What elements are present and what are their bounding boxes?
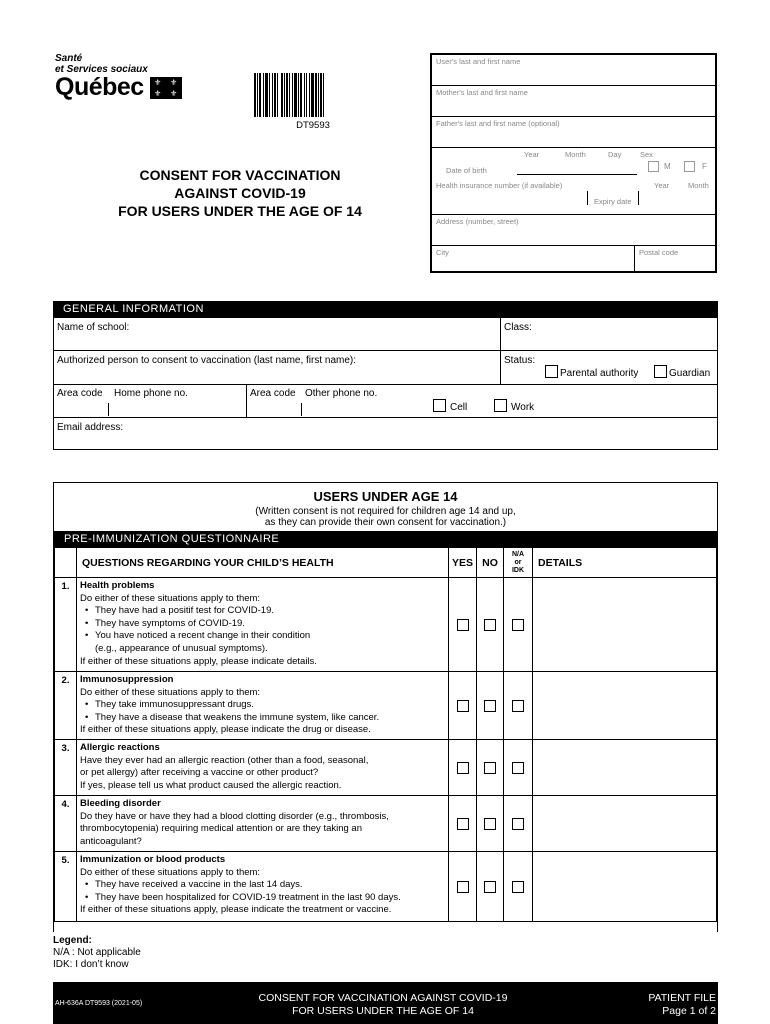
yes-checkbox[interactable]	[457, 881, 469, 893]
other-phone-label: Other phone no.	[305, 388, 378, 399]
question-bullet: • They take immunosuppressant drugs.	[80, 699, 445, 712]
users-heading: USERS UNDER AGE 14	[313, 489, 458, 504]
yes-checkbox[interactable]	[457, 818, 469, 830]
no-cell	[477, 578, 504, 672]
users-section	[53, 482, 718, 932]
guardian-checkbox[interactable]	[654, 365, 667, 378]
question-bullet: • They have received a vaccine in the last 14 days.	[80, 879, 445, 892]
address-label: Address (number, street)	[436, 217, 519, 226]
na-idk-checkbox[interactable]	[512, 700, 524, 712]
na-idk-checkbox[interactable]	[512, 881, 524, 893]
question-title: Immunosuppression	[80, 674, 174, 685]
yes-header: YES	[449, 548, 477, 578]
question-line: If yes, please tell us what product caused the allergic reaction.	[80, 779, 342, 791]
question-tail: If either of these situations apply, please indicate details.	[80, 655, 317, 667]
address-field[interactable]	[432, 215, 715, 246]
user-name-label: User's last and first name	[436, 57, 521, 66]
no-cell	[477, 796, 504, 852]
work-label: Work	[511, 402, 535, 413]
users-note-line2: as they can provide their own consent for vaccination.)	[264, 517, 507, 528]
logo-line2: et Services sociaux	[55, 64, 148, 75]
other-phone-divider	[301, 403, 302, 416]
home-phone-label: Home phone no.	[114, 388, 188, 399]
question-number: 1.	[55, 578, 77, 672]
questionnaire-header: PRE-IMMUNIZATION QUESTIONNAIRE	[54, 531, 717, 547]
table-row	[55, 578, 717, 672]
health-insurance-divider	[587, 191, 588, 205]
sex-female-checkbox[interactable]	[684, 161, 695, 172]
dob-sex-row	[432, 148, 715, 183]
question-bullet: • You have noticed a recent change in their condition	[80, 630, 445, 643]
health-insurance-label: Health insurance number (if available)	[436, 181, 563, 190]
yes-cell	[449, 578, 477, 672]
dob-label: Date of birth	[446, 166, 487, 175]
status-field	[500, 350, 718, 385]
father-name-label: Father's last and first name (optional)	[436, 119, 560, 128]
yes-cell	[449, 740, 477, 796]
question-bullet: • They have had a positif test for COVID-19.	[80, 605, 445, 618]
question-title: Immunization or blood products	[80, 854, 226, 865]
no-checkbox[interactable]	[484, 619, 496, 631]
na-header-line2: or	[514, 558, 522, 566]
question-text	[77, 740, 449, 796]
question-text	[77, 796, 449, 852]
no-cell	[477, 852, 504, 922]
footer-right	[648, 992, 716, 1018]
question-line: thrombocytopenia) requiring medical attention or are they taking an	[80, 823, 362, 835]
cell-label: Cell	[450, 402, 468, 413]
title-line3: FOR USERS UNDER THE AGE OF 14	[118, 203, 362, 219]
fleur-de-lis-flag-icon: ⚜ ⚜ ⚜ ⚜	[150, 77, 182, 99]
home-phone-divider	[108, 403, 109, 416]
authorized-person-field[interactable]	[53, 350, 501, 385]
na-cell	[504, 672, 533, 740]
footer-title-line1: CONSENT FOR VACCINATION AGAINST COVID-19	[258, 992, 508, 1004]
barcode	[254, 73, 372, 131]
na-cell	[504, 852, 533, 922]
table-row	[55, 796, 717, 852]
email-field[interactable]	[53, 417, 718, 450]
logo-quebec: Québec	[55, 73, 144, 101]
status-label: Status:	[504, 355, 536, 366]
num-header	[55, 548, 77, 578]
yes-checkbox[interactable]	[457, 619, 469, 631]
yes-checkbox[interactable]	[457, 762, 469, 774]
question-bullet: • They have a disease that weakens the immune system, like cancer.	[80, 712, 445, 725]
other-phone-input[interactable]	[304, 401, 424, 416]
page-footer	[53, 982, 718, 1024]
details-input[interactable]	[533, 796, 717, 852]
home-phone-input[interactable]	[111, 401, 241, 416]
sex-male-checkbox[interactable]	[648, 161, 659, 172]
table-header-row	[55, 548, 717, 578]
dob-day-label: Day	[608, 150, 622, 159]
table-row	[55, 672, 717, 740]
na-idk-header	[504, 548, 533, 578]
expiry-month-label: Month	[688, 181, 709, 190]
dob-input[interactable]	[517, 161, 637, 175]
expiry-date-label: Expiry date	[594, 197, 632, 206]
no-checkbox[interactable]	[484, 818, 496, 830]
question-lead: Do either of these situations apply to them:	[80, 592, 261, 604]
users-note-line1: (Written consent is not required for children age 14 and up,	[255, 506, 516, 517]
email-label: Email address:	[57, 422, 124, 433]
question-number: 3.	[55, 740, 77, 796]
expiry-input[interactable]	[638, 191, 710, 205]
dob-month-label: Month	[565, 150, 586, 159]
title-line1: CONSENT FOR VACCINATION	[139, 167, 341, 183]
logo-line1: Santé	[55, 53, 83, 64]
question-title: Health problems	[80, 580, 155, 591]
yes-cell	[449, 672, 477, 740]
barcode-bar	[324, 73, 326, 117]
mother-name-field[interactable]	[432, 86, 715, 117]
quebec-logo	[55, 53, 205, 102]
na-cell	[504, 578, 533, 672]
health-insurance-row[interactable]	[432, 179, 715, 215]
phone-col-divider	[246, 385, 247, 418]
na-cell	[504, 740, 533, 796]
question-text	[77, 852, 449, 922]
parental-authority-checkbox[interactable]	[545, 365, 558, 378]
question-text	[77, 578, 449, 672]
na-cell	[504, 796, 533, 852]
question-title: Bleeding disorder	[80, 798, 161, 809]
guardian-label: Guardian	[669, 368, 711, 379]
footer-title-line2: FOR USERS UNDER THE AGE OF 14	[292, 1005, 474, 1017]
question-lead: Do either of these situations apply to them:	[80, 866, 261, 878]
question-line: Have they ever had an allergic reaction (other than a food, seasonal,	[80, 754, 369, 766]
question-tail: If either of these situations apply, please indicate the drug or disease.	[80, 724, 371, 736]
footer-code: AH-636A DT9593 (2021-05)	[55, 1000, 143, 1007]
class-field[interactable]	[500, 317, 718, 351]
question-tail: If either of these situations apply, please indicate the treatment or vaccine.	[80, 904, 392, 916]
yes-checkbox[interactable]	[457, 700, 469, 712]
details-input[interactable]	[533, 578, 717, 672]
cell-checkbox[interactable]	[433, 399, 446, 412]
dob-year-label: Year	[524, 150, 540, 159]
postal-code-label: Postal code	[639, 248, 679, 257]
questions-header: QUESTIONS REGARDING YOUR CHILD’S HEALTH	[77, 548, 449, 578]
form-title	[90, 166, 390, 220]
details-input[interactable]	[533, 852, 717, 922]
title-line2: AGAINST COVID-19	[174, 185, 306, 201]
barcode-bars	[254, 73, 372, 117]
legend-idk: IDK: I don’t know	[53, 959, 129, 970]
school-name-field[interactable]	[53, 317, 501, 351]
table-row	[55, 852, 717, 922]
no-checkbox[interactable]	[484, 762, 496, 774]
question-bullet: • They have been hospitalized for COVID-19 treatment in the last 90 days.	[80, 892, 445, 905]
no-cell	[477, 740, 504, 796]
footer-title	[223, 992, 543, 1018]
na-idk-checkbox[interactable]	[512, 818, 524, 830]
sex-label: Sex	[640, 150, 653, 159]
table-row	[55, 740, 717, 796]
area-code-2-label: Area code	[250, 388, 296, 399]
expiry-year-label: Year	[654, 181, 670, 190]
general-information-section	[53, 301, 718, 449]
authorized-person-label: Authorized person to consent to vaccination (last name, first name):	[57, 355, 357, 366]
city-label[interactable]: City	[436, 248, 449, 257]
user-name-field[interactable]	[432, 55, 715, 86]
city-postal-row	[432, 246, 715, 273]
na-idk-checkbox[interactable]	[512, 619, 524, 631]
sex-male-label: M	[664, 162, 671, 171]
question-text	[77, 672, 449, 740]
mother-name-label: Mother's last and first name	[436, 88, 528, 97]
school-name-label: Name of school:	[57, 322, 130, 333]
question-line: anticoagulant?	[80, 835, 142, 847]
details-input[interactable]	[533, 740, 717, 796]
parental-authority-label: Parental authority	[560, 368, 639, 379]
details-input[interactable]	[533, 672, 717, 740]
legend-title: Legend:	[53, 935, 92, 946]
na-header-line3: IDK	[511, 566, 525, 574]
father-name-field[interactable]	[432, 117, 715, 148]
page-number: Page 1 of 2	[662, 1005, 716, 1017]
patient-id-box	[430, 53, 717, 273]
question-bullet: • They have symptoms of COVID-19.	[80, 618, 445, 631]
question-line: or pet allergy) after receiving a vaccine or other product?	[80, 767, 319, 779]
question-number: 2.	[55, 672, 77, 740]
legend-na: N/A : Not applicable	[53, 947, 141, 958]
yes-cell	[449, 796, 477, 852]
work-checkbox[interactable]	[494, 399, 507, 412]
na-idk-checkbox[interactable]	[512, 762, 524, 774]
area-code-1-label: Area code	[57, 388, 103, 399]
legend	[53, 935, 141, 971]
question-title: Allergic reactions	[80, 742, 160, 753]
questionnaire-table	[54, 547, 717, 922]
details-header: DETAILS	[533, 548, 717, 578]
postal-code-field[interactable]	[634, 246, 682, 273]
question-line: Do they have or have they had a blood clotting disorder (e.g., thrombosis,	[80, 810, 389, 822]
question-lead: Do either of these situations apply to them:	[80, 686, 261, 698]
yes-cell	[449, 852, 477, 922]
barcode-code: DT9593	[296, 120, 330, 131]
patient-file-label: PATIENT FILE	[648, 992, 716, 1004]
question-number: 5.	[55, 852, 77, 922]
no-checkbox[interactable]	[484, 881, 496, 893]
sex-female-label: F	[702, 162, 707, 171]
question-number: 4.	[55, 796, 77, 852]
question-bullet-cont: (e.g., appearance of unusual symptoms).	[95, 642, 268, 654]
general-information-header: GENERAL INFORMATION	[53, 301, 718, 317]
class-label: Class:	[504, 322, 532, 333]
na-header-line1: N/A	[511, 550, 525, 558]
phone-row	[53, 384, 718, 418]
no-cell	[477, 672, 504, 740]
no-checkbox[interactable]	[484, 700, 496, 712]
no-header: NO	[477, 548, 504, 578]
